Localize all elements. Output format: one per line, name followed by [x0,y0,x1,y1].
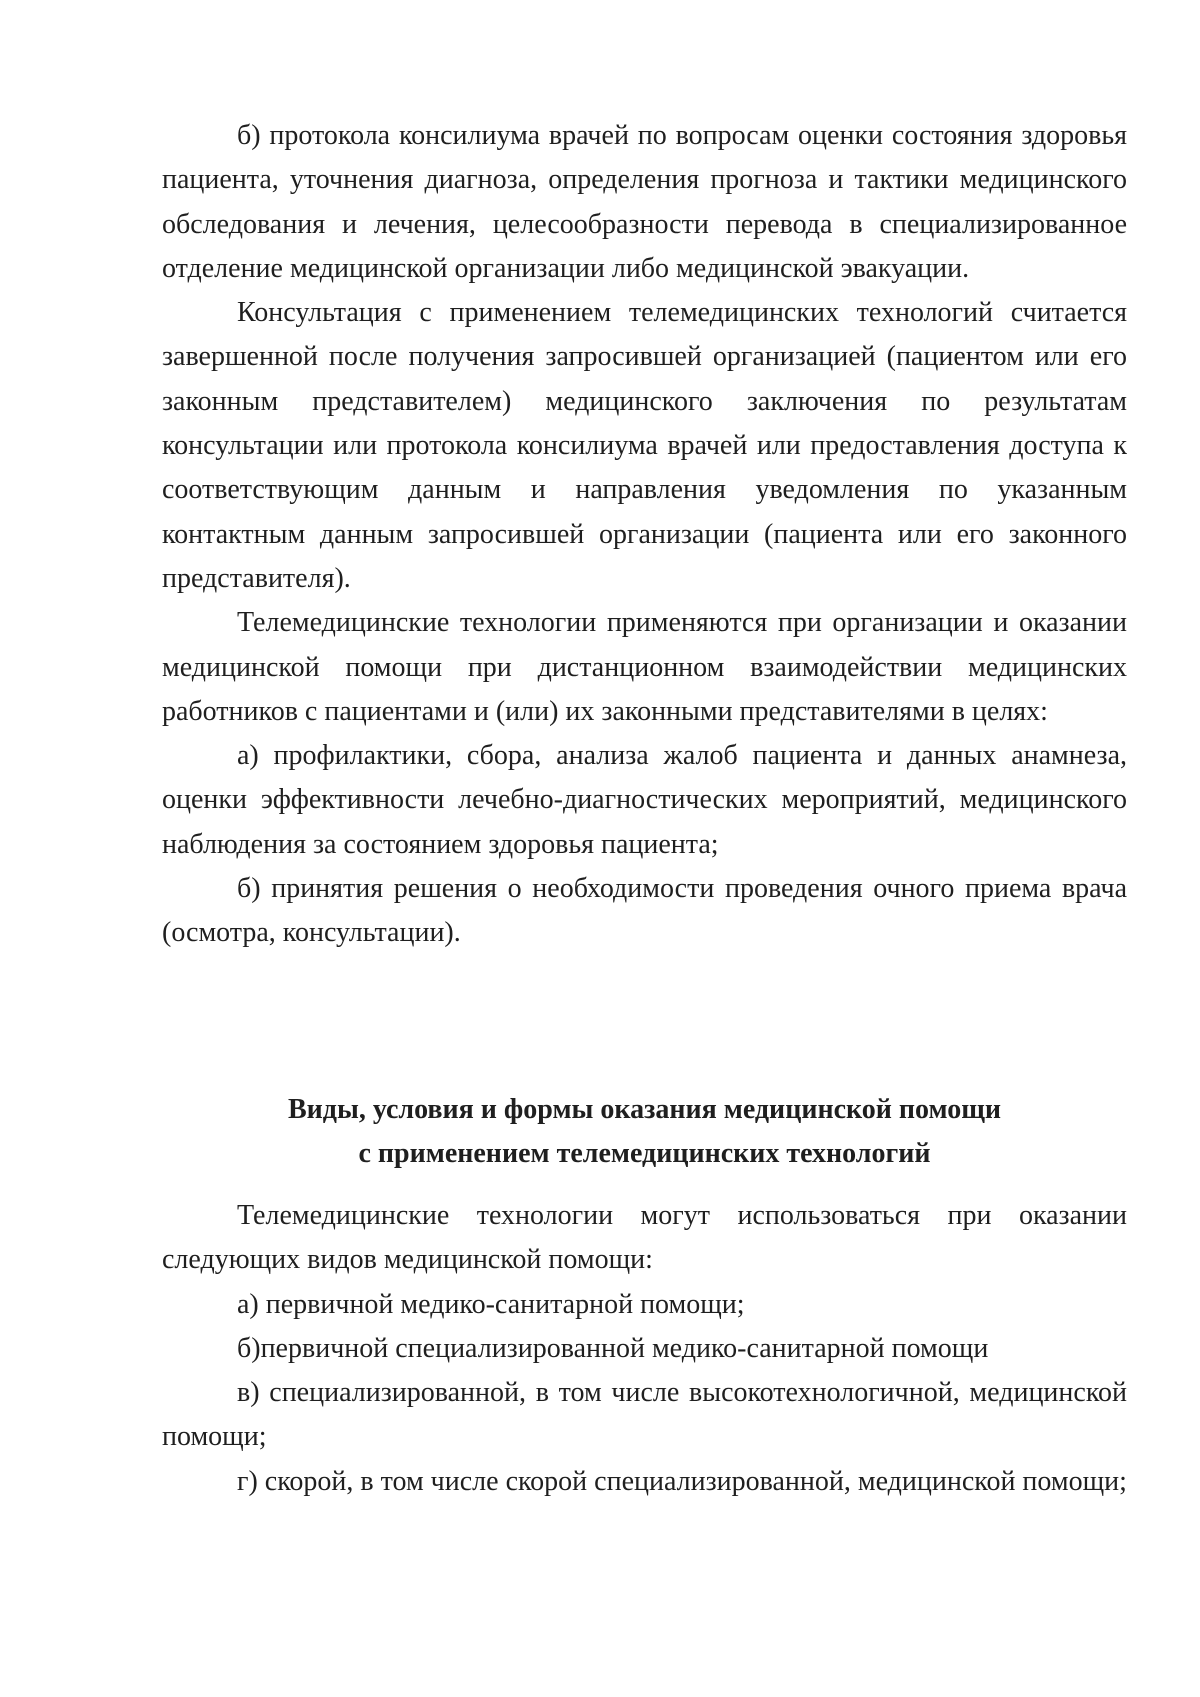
list-item-emergency-care: г) скорой, в том числе скорой специализированной, медицинской помощи; [237,1465,1127,1497]
list-item-primary-care: а) первичной медико-санитарной помощи; [237,1288,745,1320]
paragraph-purpose-item-a: а) профилактики, сбора, анализа жалоб пациента и данных анамнеза, оценки эффективности лечебно-диагностических мероприятий, медицинского наблюдения за состоянием здоровья пациента; [162,740,1127,860]
paragraph-telemedicine-purposes: Телемедицинские технологии применяются при организации и оказании медицинской помощи при дистанционном взаимодействии медицинских работников с пациентами и (или) их законными представителями в целях: [162,607,1127,727]
section-heading-line-1: Виды, условия и формы оказания медицинской помощи [287,1094,1001,1125]
paragraph-consultation-completion: Консультация с применением телемедицинских технологий считается завершенной после получения запросившей организацией (пациентом или его законным представителем) медицинского заключения по результатам консультации или протокола консилиума врачей или предоставления доступа к соответствующим данным и направления уведомления по указанным контактным данным запросившей организации (пациента или его законного представителя). [162,297,1127,594]
paragraph-purpose-item-b: б) принятия решения о необходимости проведения очного приема врача (осмотра, консультации). [162,873,1127,949]
paragraph-care-types-intro: Телемедицинские технологии могут использоваться при оказании следующих видов медицинской помощи: [162,1200,1127,1276]
section-heading [162,1088,1127,1176]
section-heading-line-2: с применением телемедицинских технологий [358,1138,931,1169]
document-body-bottom [162,1194,1127,1504]
paragraph-protocol-item-b: б) протокола консилиума врачей по вопросам оценки состояния здоровья пациента, уточнения диагноза, определения прогноза и тактики медицинского обследования и лечения, целесообразности перевода в специализированное отделение медицинской организации либо медицинской эвакуации. [162,120,1127,284]
document-body-top [162,114,1127,956]
list-item-specialized-primary-care: б)первичной специализированной медико-санитарной помощи [237,1332,989,1364]
list-item-specialized-care: в) специализированной, в том числе высокотехнологичной, медицинской помощи; [162,1377,1127,1453]
